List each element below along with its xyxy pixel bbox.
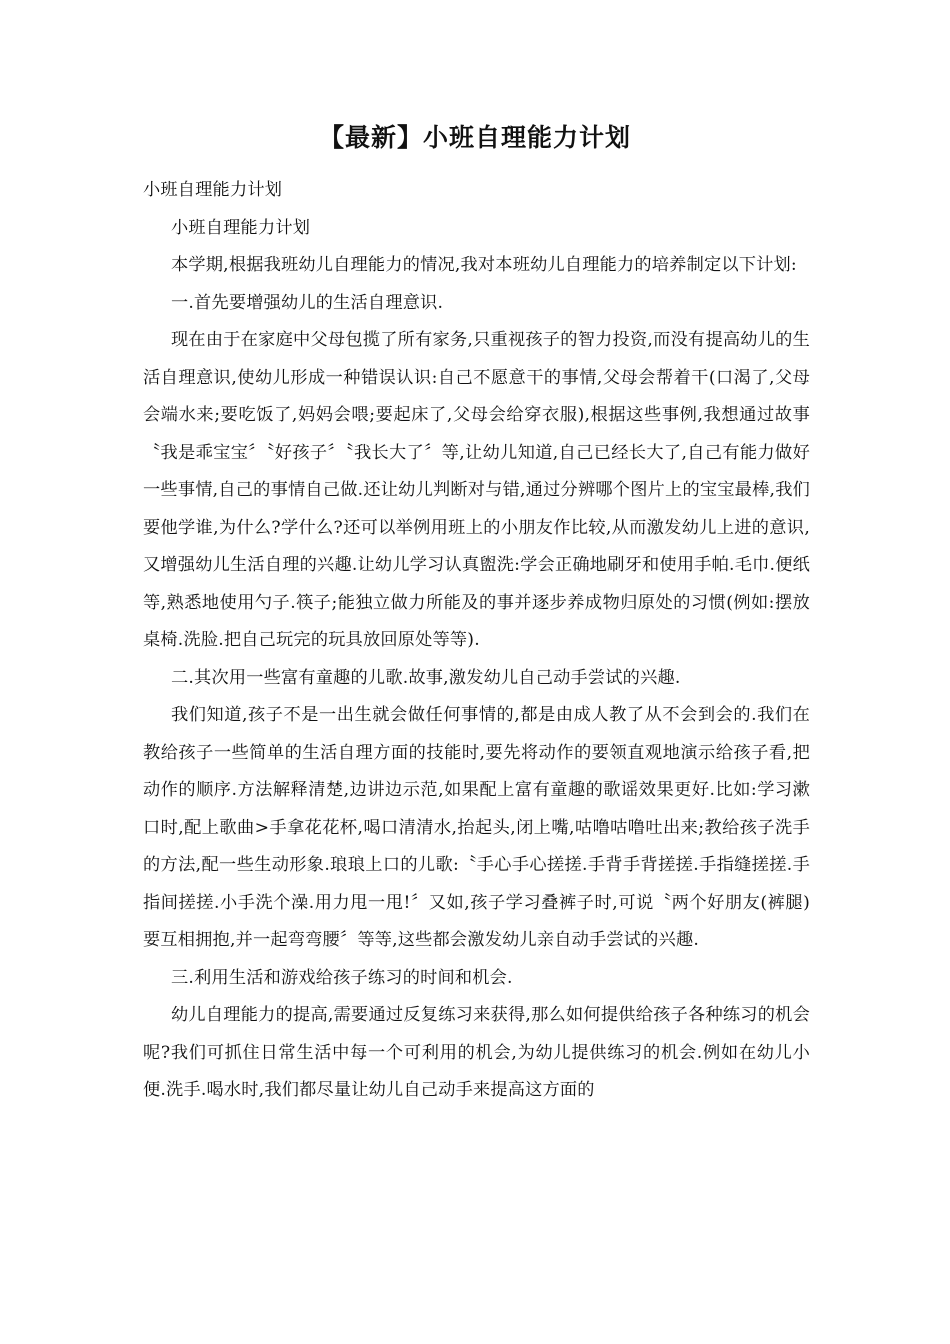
- section-two-heading: 二.其次用一些富有童趣的儿歌.故事,激发幼儿自己动手尝试的兴趣.: [171, 667, 681, 688]
- subtitle-line: 小班自理能力计划: [143, 180, 283, 200]
- section-one-heading: 一.首先要增强幼儿的生活自理意识.: [171, 292, 444, 313]
- section-one-body: 现在由于在家庭中父母包揽了所有家务,只重视孩子的智力投资,而没有提高幼儿的生活自理意识,使幼儿形成一种错误认识:自己不愿意干的事情,父母会帮着干(口渴了,父母会端水来;要吃饭了,妈妈会喂;要起床了,父母会给穿衣服),根据这些事例,我想通过故事〝我是乖宝宝〞〝好孩子〞〝我长大了〞等,让幼儿知道,自己已经长大了,自己有能力做好一些事情,自己的事情自己做.还让幼儿判断对与错,通过分辨哪个图片上的宝宝最棒,我们要他学谁,为什么?学什么?还可以举例用班上的小朋友作比较,从而激发幼儿上进的意识,又增强幼儿生活自理的兴趣.让幼儿学习认真盥洗:学会正确地刷牙和使用手帕.毛巾.便纸等,熟悉地使用勺子.筷子;能独立做力所能及的事并逐步养成物归原处的习惯(例如:摆放桌椅.洗脸.把自己玩完的玩具放回原处等等).: [143, 330, 810, 650]
- document-body: [143, 172, 810, 1110]
- document-title: 【最新】小班自理能力计划: [318, 123, 631, 152]
- section-three-heading: 三.利用生活和游戏给孩子练习的时间和机会.: [171, 967, 513, 988]
- section-three-body: 幼儿自理能力的提高,需要通过反复练习来获得,那么如何提供给孩子各种练习的机会呢?我们可抓住日常生活中每一个可利用的机会,为幼儿提供练习的机会.例如在幼儿小便.洗手.喝水时,我们都尽量让幼儿自己动手来提高这方面的: [143, 1005, 810, 1100]
- intro-paragraph: 本学期,根据我班幼儿自理能力的情况,我对本班幼儿自理能力的培养制定以下计划:: [171, 255, 797, 275]
- section-two-body: 我们知道,孩子不是一出生就会做任何事情的,都是由成人教了从不会到会的.我们在教给孩子一些简单的生活自理方面的技能时,要先将动作的要领直观地演示给孩子看,把动作的顺序.方法解释清楚,边讲边示范,如果配上富有童趣的歌谣效果更好.比如:学习漱口时,配上歌曲>手拿花花杯,喝口清清水,抬起头,闭上嘴,咕噜咕噜吐出来;教给孩子洗手的方法,配一些生动形象.琅琅上口的儿歌:〝手心手心搓搓.手背手背搓搓.手指缝搓搓.手指间搓搓.小手洗个澡.用力甩一甩!〞又如,孩子学习叠裤子时,可说〝两个好朋友(裤腿)要互相拥抱,并一起弯弯腰〞等等,这些都会激发幼儿亲自动手尝试的兴趣.: [143, 705, 810, 950]
- plan-heading: 小班自理能力计划: [171, 217, 311, 238]
